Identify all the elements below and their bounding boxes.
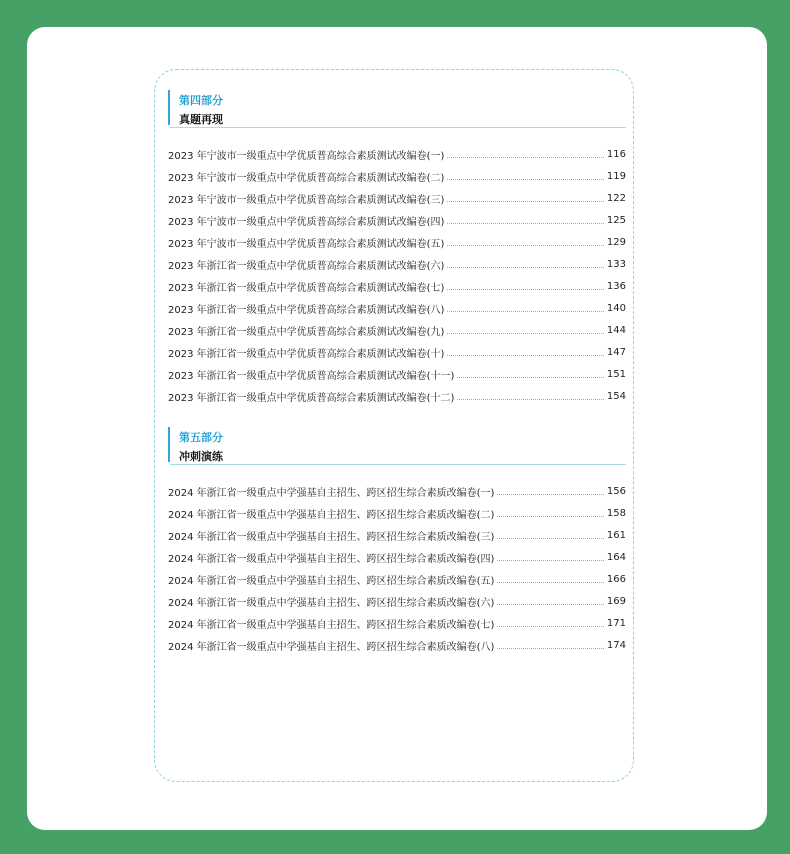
toc-entry-title: 2023 年浙江省一级重点中学优质普高综合素质测试改编卷(八) xyxy=(168,304,445,316)
toc-entry[interactable] xyxy=(168,231,626,253)
toc-entry-page: 136 xyxy=(606,280,626,292)
toc-entry-page: 158 xyxy=(606,507,626,519)
section-label: 第四部分 xyxy=(179,94,223,107)
toc-entry-page: 122 xyxy=(606,192,626,204)
toc-entry-page: 161 xyxy=(606,529,626,541)
toc-entry[interactable] xyxy=(168,524,626,546)
toc-entry-title: 2023 年宁波市一级重点中学优质普高综合素质测试改编卷(二) xyxy=(168,172,445,184)
toc-entry[interactable] xyxy=(168,187,626,209)
toc-entry-title: 2024 年浙江省一级重点中学强基自主招生、跨区招生综合素质改编卷(七) xyxy=(168,619,495,631)
toc-entry-page: 154 xyxy=(606,390,626,402)
toc-entry-title: 2024 年浙江省一级重点中学强基自主招生、跨区招生综合素质改编卷(八) xyxy=(168,641,495,653)
toc-entry[interactable] xyxy=(168,480,626,502)
leader-dots xyxy=(447,333,603,334)
toc-entry-page: 147 xyxy=(606,346,626,358)
toc-entry-page: 151 xyxy=(606,368,626,380)
toc-entry-page: 156 xyxy=(606,485,626,497)
section-four xyxy=(168,90,626,404)
toc-entry[interactable] xyxy=(168,546,626,568)
leader-dots xyxy=(447,157,603,158)
toc-entry-page: 166 xyxy=(606,573,626,585)
leader-dots xyxy=(497,604,603,605)
leader-dots xyxy=(447,355,603,356)
toc-entry-page: 129 xyxy=(606,236,626,248)
toc-entry[interactable] xyxy=(168,502,626,524)
toc-entry-page: 169 xyxy=(606,595,626,607)
leader-dots xyxy=(497,538,603,539)
section-divider xyxy=(170,127,626,128)
section-label: 第五部分 xyxy=(179,431,223,444)
toc-entry-page: 164 xyxy=(606,551,626,563)
leader-dots xyxy=(497,560,603,561)
leader-dots xyxy=(497,648,603,649)
toc-entry-page: 116 xyxy=(606,148,626,160)
toc-entry-title: 2023 年浙江省一级重点中学优质普高综合素质测试改编卷(十二) xyxy=(168,392,455,404)
leader-dots xyxy=(447,179,603,180)
toc-entry-page: 144 xyxy=(606,324,626,336)
toc-entry-title: 2023 年宁波市一级重点中学优质普高综合素质测试改编卷(一) xyxy=(168,150,445,162)
toc-entry[interactable] xyxy=(168,319,626,341)
toc-entry[interactable] xyxy=(168,143,626,165)
section-divider xyxy=(170,464,626,465)
toc-entry-title: 2023 年宁波市一级重点中学优质普高综合素质测试改编卷(四) xyxy=(168,216,445,228)
toc-entry-title: 2024 年浙江省一级重点中学强基自主招生、跨区招生综合素质改编卷(四) xyxy=(168,553,495,565)
section-header xyxy=(168,427,626,462)
toc-entry-title: 2024 年浙江省一级重点中学强基自主招生、跨区招生综合素质改编卷(五) xyxy=(168,575,495,587)
toc-entry-title: 2023 年浙江省一级重点中学优质普高综合素质测试改编卷(十) xyxy=(168,348,445,360)
toc-entry-page: 174 xyxy=(606,639,626,651)
section-title: 真题再现 xyxy=(179,113,223,126)
toc-entry-page: 125 xyxy=(606,214,626,226)
leader-dots xyxy=(447,223,603,224)
toc-entry-title: 2024 年浙江省一级重点中学强基自主招生、跨区招生综合素质改编卷(六) xyxy=(168,597,495,609)
leader-dots xyxy=(497,494,603,495)
leader-dots xyxy=(497,626,603,627)
toc-entry[interactable] xyxy=(168,590,626,612)
toc-page xyxy=(154,69,634,782)
toc-entry-title: 2023 年浙江省一级重点中学优质普高综合素质测试改编卷(七) xyxy=(168,282,445,294)
toc-entry-title: 2023 年浙江省一级重点中学优质普高综合素质测试改编卷(十一) xyxy=(168,370,455,382)
section-header xyxy=(168,90,626,125)
leader-dots xyxy=(447,201,603,202)
toc-entry-page: 140 xyxy=(606,302,626,314)
toc-entry-page: 133 xyxy=(606,258,626,270)
toc-entry[interactable] xyxy=(168,165,626,187)
toc-entry-page: 119 xyxy=(606,170,626,182)
toc-entry-page: 171 xyxy=(606,617,626,629)
leader-dots xyxy=(497,582,603,583)
leader-dots xyxy=(457,377,603,378)
toc-entry[interactable] xyxy=(168,612,626,634)
leader-dots xyxy=(447,289,603,290)
leader-dots xyxy=(497,516,603,517)
toc-entry[interactable] xyxy=(168,297,626,319)
toc-entry[interactable] xyxy=(168,253,626,275)
toc-entry-title: 2023 年浙江省一级重点中学优质普高综合素质测试改编卷(六) xyxy=(168,260,445,272)
toc-entry[interactable] xyxy=(168,568,626,590)
toc-entry-title: 2023 年浙江省一级重点中学优质普高综合素质测试改编卷(九) xyxy=(168,326,445,338)
leader-dots xyxy=(447,245,603,246)
toc-entry-title: 2024 年浙江省一级重点中学强基自主招生、跨区招生综合素质改编卷(三) xyxy=(168,531,495,543)
toc-entry-title: 2023 年宁波市一级重点中学优质普高综合素质测试改编卷(三) xyxy=(168,194,445,206)
toc-entry[interactable] xyxy=(168,275,626,297)
toc-entry-title: 2024 年浙江省一级重点中学强基自主招生、跨区招生综合素质改编卷(一) xyxy=(168,487,495,499)
toc-entry[interactable] xyxy=(168,209,626,231)
leader-dots xyxy=(457,399,603,400)
toc-entry[interactable] xyxy=(168,634,626,656)
toc-entry[interactable] xyxy=(168,385,626,407)
section-title: 冲刺演练 xyxy=(179,450,223,463)
leader-dots xyxy=(447,311,603,312)
toc-entry[interactable] xyxy=(168,341,626,363)
section-five xyxy=(168,427,626,653)
toc-entry[interactable] xyxy=(168,363,626,385)
toc-entry-title: 2023 年宁波市一级重点中学优质普高综合素质测试改编卷(五) xyxy=(168,238,445,250)
leader-dots xyxy=(447,267,603,268)
toc-entry-title: 2024 年浙江省一级重点中学强基自主招生、跨区招生综合素质改编卷(二) xyxy=(168,509,495,521)
